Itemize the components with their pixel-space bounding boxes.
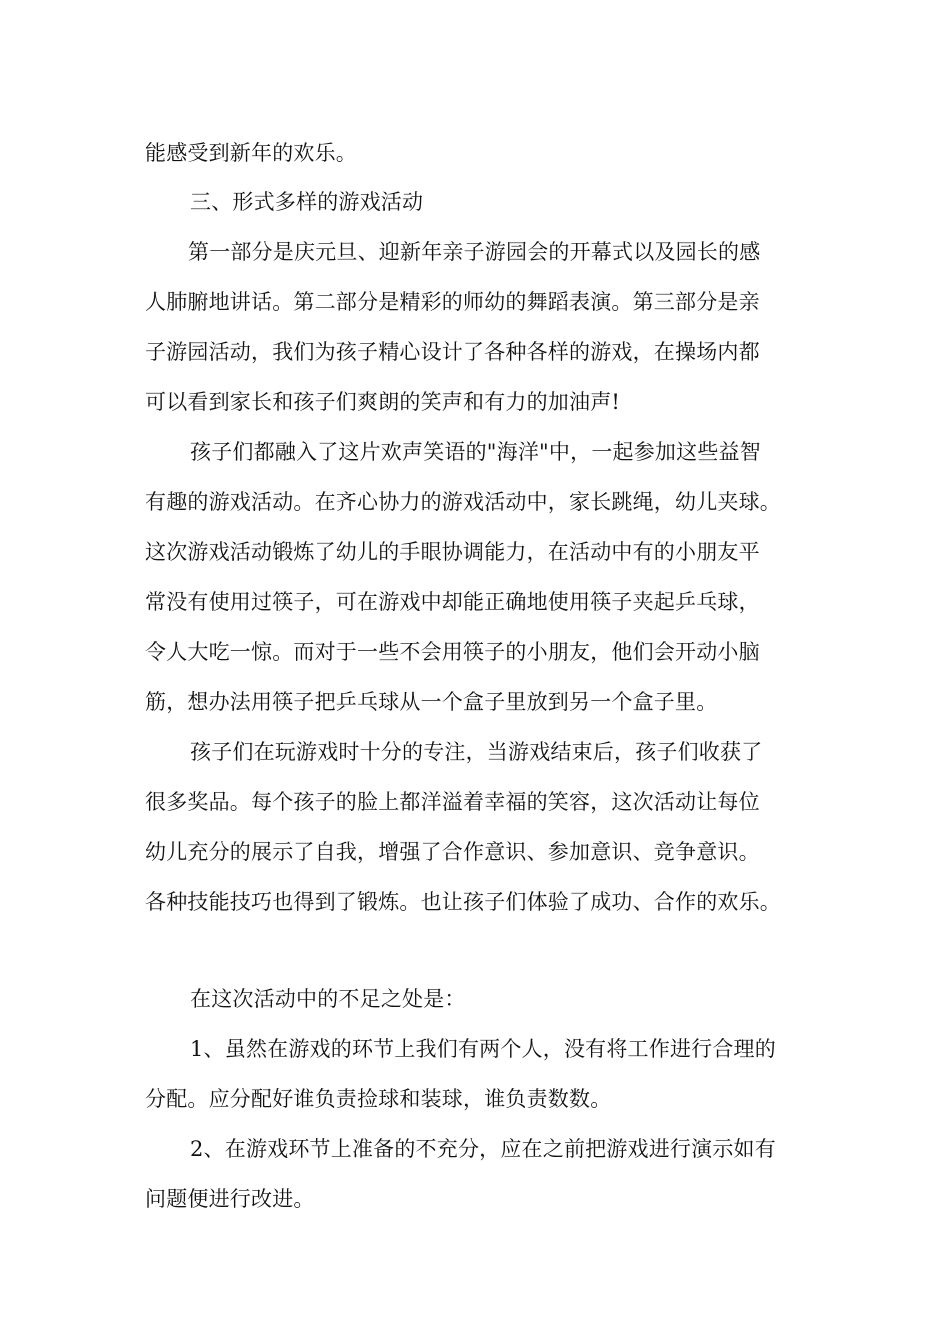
section-heading: 在这次活动中的不足之处是： [190, 987, 466, 1011]
text-line: 很多奖品。每个孩子的脸上都洋溢着幸福的笑容，这次活动让每位 [145, 790, 760, 814]
text-line: 人肺腑地讲话。第二部分是精彩的师幼的舞蹈表演。第三部分是亲 [145, 290, 760, 314]
text-line: 1、虽然在游戏的环节上我们有两个人，没有将工作进行合理的 [190, 1037, 776, 1061]
text-line: 令人大吃一惊。而对于一些不会用筷子的小朋友，他们会开动小脑 [145, 640, 760, 664]
text-line: 可以看到家长和孩子们爽朗的笑声和有力的加油声! [145, 390, 621, 414]
text-line: 分配。应分配好谁负责捡球和装球，谁负责数数。 [145, 1087, 612, 1111]
text-line: 常没有使用过筷子，可在游戏中却能正确地使用筷子夹起乒乓球， [145, 590, 760, 614]
text-line: 孩子们都融入了这片欢声笑语的"海洋"中，一起参加这些益智 [190, 440, 761, 464]
text-line: 2、在游戏环节上准备的不充分，应在之前把游戏进行演示如有 [190, 1137, 776, 1161]
section-heading: 三、形式多样的游戏活动 [190, 190, 424, 214]
text-line: 有趣的游戏活动。在齐心协力的游戏活动中，家长跳绳，幼儿夹球。 [145, 490, 781, 514]
text-line: 第一部分是庆元旦、迎新年亲子游园会的开幕式以及园长的感 [188, 240, 761, 264]
text-line: 孩子们在玩游戏时十分的专注，当游戏结束后，孩子们收获了 [190, 740, 763, 764]
text-line: 这次游戏活动锻炼了幼儿的手眼协调能力，在活动中有的小朋友平 [145, 540, 760, 564]
text-line: 幼儿充分的展示了自我，增强了合作意识、参加意识、竞争意识。 [145, 840, 760, 864]
text-line: 子游园活动，我们为孩子精心设计了各种各样的游戏，在操场内都 [145, 340, 760, 364]
text-line: 筋，想办法用筷子把乒乓球从一个盒子里放到另一个盒子里。 [145, 690, 718, 714]
text-line: 能感受到新年的欢乐。 [145, 141, 357, 165]
text-line: 问题便进行改进。 [145, 1187, 315, 1211]
text-line: 各种技能技巧也得到了锻炼。也让孩子们体验了成功、合作的欢乐。 [145, 890, 781, 914]
